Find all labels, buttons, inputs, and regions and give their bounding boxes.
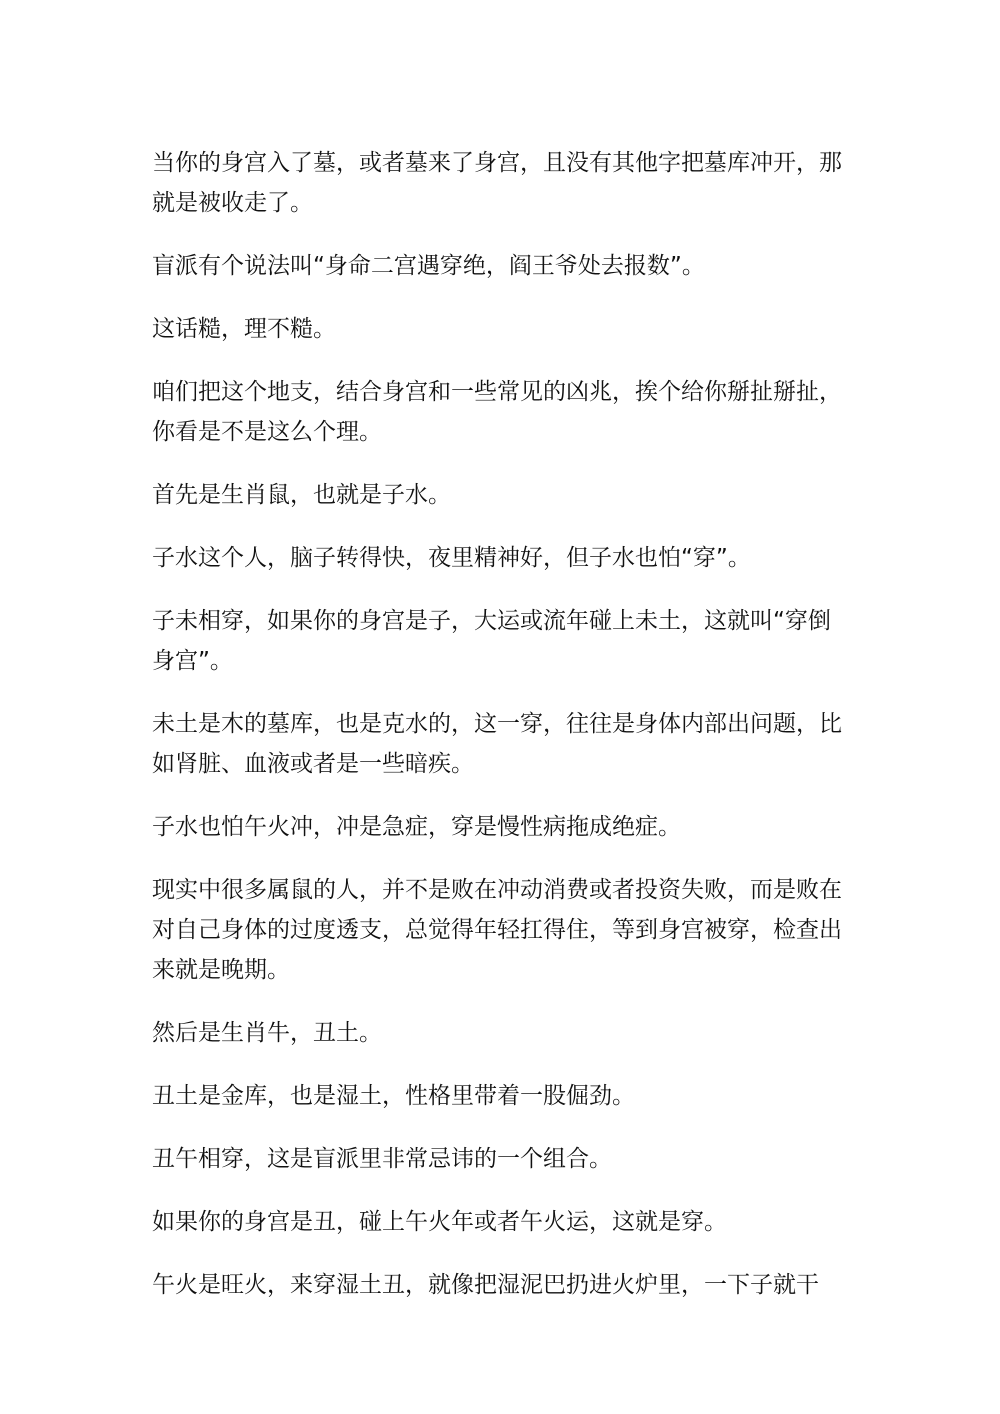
paragraph: 如果你的身宫是丑，碰上午火年或者午火运，这就是穿。	[152, 1209, 727, 1235]
paragraph: 丑午相穿，这是盲派里非常忌讳的一个组合。	[152, 1146, 612, 1172]
paragraph: 午火是旺火，来穿湿土丑，就像把湿泥巴扔进火炉里，一下子就干	[152, 1272, 819, 1298]
paragraph: 子未相穿，如果你的身宫是子，大运或流年碰上未土，这就叫“穿倒身宫”。	[152, 608, 831, 674]
document-body	[152, 143, 852, 1328]
paragraph: 然后是生肖牛，丑土。	[152, 1020, 382, 1046]
paragraph: 盲派有个说法叫“身命二宫遇穿绝，阎王爷处去报数”。	[152, 253, 705, 279]
paragraph: 丑土是金库，也是湿土，性格里带着一股倔劲。	[152, 1083, 635, 1109]
paragraph: 未土是木的墓库，也是克水的，这一穿，往往是身体内部出问题，比如肾脏、血液或者是一些暗疾。	[152, 711, 842, 777]
paragraph: 当你的身宫入了墓，或者墓来了身宫，且没有其他字把墓库冲开，那就是被收走了。	[152, 150, 842, 216]
paragraph: 这话糙，理不糙。	[152, 316, 336, 342]
paragraph: 首先是生肖鼠，也就是子水。	[152, 482, 451, 508]
paragraph: 子水这个人，脑子转得快，夜里精神好，但子水也怕“穿”。	[152, 545, 751, 571]
paragraph: 现实中很多属鼠的人，并不是败在冲动消费或者投资失败，而是败在对自己身体的过度透支，总觉得年轻扛得住，等到身宫被穿，检查出来就是晚期。	[152, 877, 842, 983]
paragraph: 子水也怕午火冲，冲是急症，穿是慢性病拖成绝症。	[152, 814, 681, 840]
paragraph: 咱们把这个地支，结合身宫和一些常见的凶兆，挨个给你掰扯掰扯，你看是不是这么个理。	[152, 379, 842, 445]
